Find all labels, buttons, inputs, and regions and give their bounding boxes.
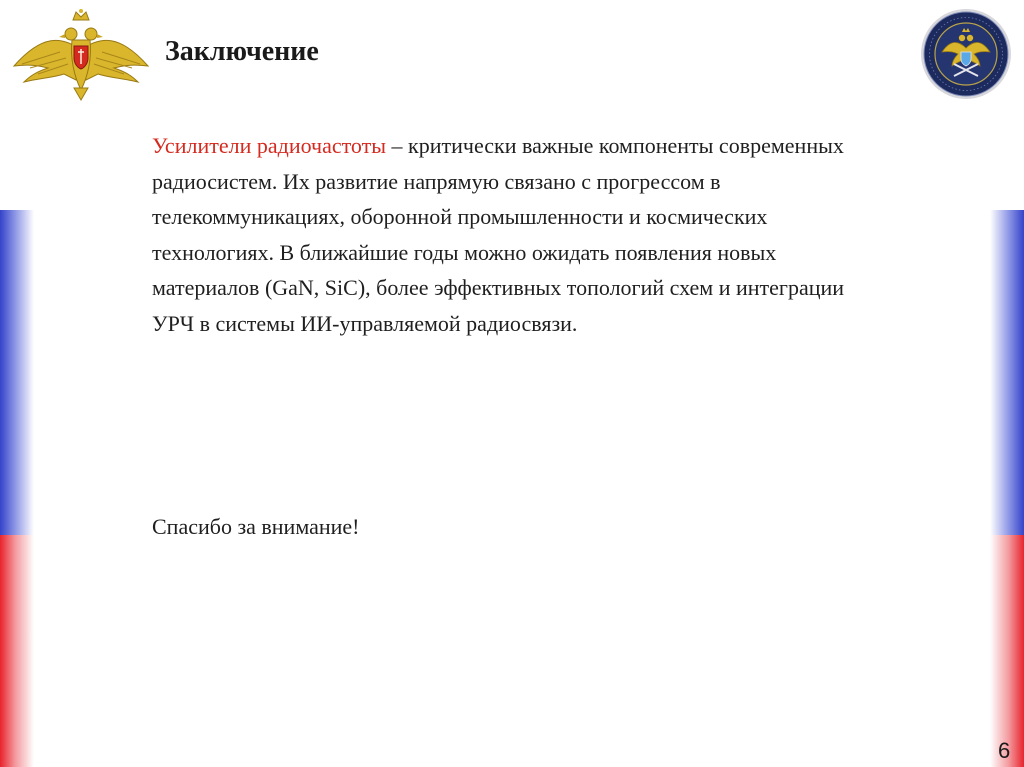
paragraph-text: – критически важные компоненты современных радиосистем. Их развитие напрямую связано с прогрессом в телекоммуникациях, оборонной промышленности и космических технологиях. В ближайшие годы можно ожидать появления новых материалов (GaN, SiC), более эффективных топологий схем и интеграции УРЧ в системы ИИ-управляемой радиосвязи.: [152, 133, 845, 336]
right-flag-strip: [990, 0, 1024, 767]
closing-line: Спасибо за внимание!: [152, 514, 360, 539]
conclusion-paragraph: [152, 128, 872, 341]
round-eagle-seal-icon: [920, 8, 1012, 100]
double-headed-eagle-icon: [10, 6, 152, 102]
left-flag-strip: [0, 0, 34, 767]
slide-title: Заключение: [165, 36, 319, 67]
highlighted-term: Усилители радиочастоты: [152, 133, 387, 158]
slide-number: 6: [998, 738, 1011, 763]
